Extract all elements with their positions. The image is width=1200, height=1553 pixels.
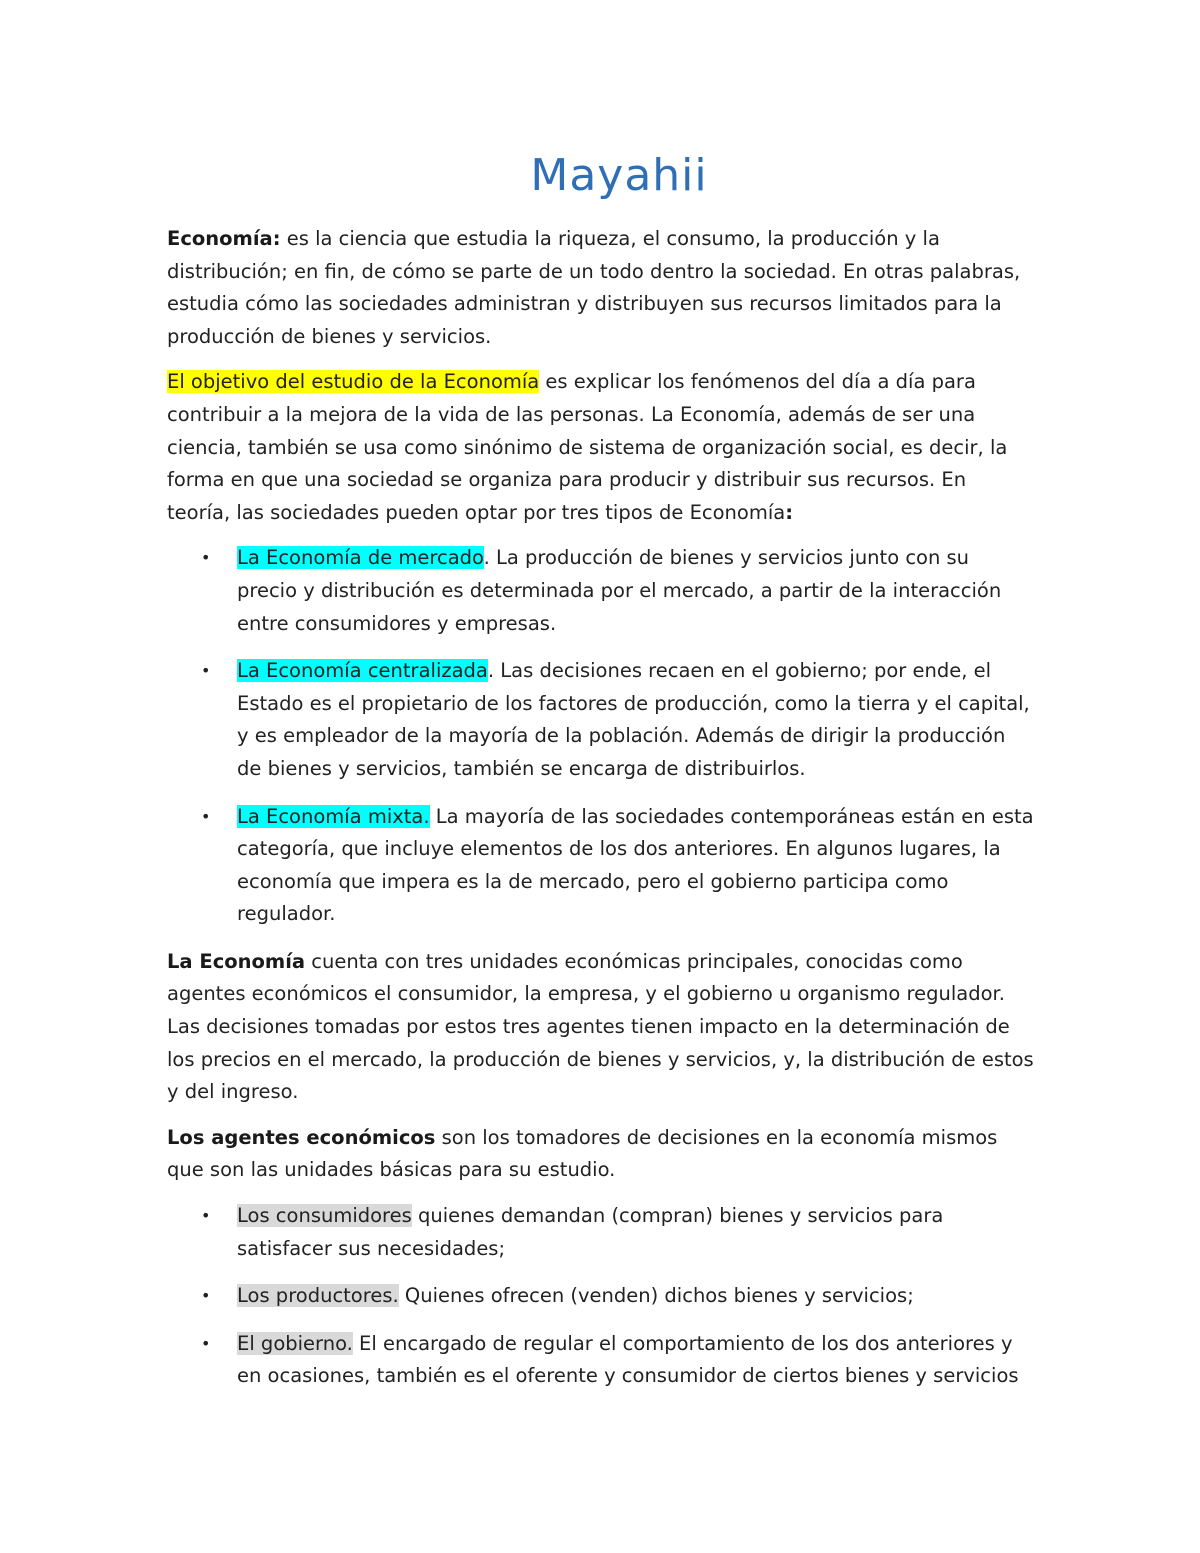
list-item (201, 655, 1035, 785)
list-item (201, 1280, 1035, 1313)
economia-definition-text: es la ciencia que estudia la riqueza, el consumo, la producción y la distribución; en fin, de cómo se parte de un todo dentro la sociedad. En otras palabras, estudia cómo las sociedades administran y distribuyen sus recursos limitados para la producción de bienes y servicios. (167, 227, 1021, 348)
bullet-icon: • (201, 1206, 211, 1226)
economia-term: Economía: (167, 227, 281, 250)
objetivo-highlight: El objetivo del estudio de la Economía (167, 370, 540, 394)
agent-text: El encargado de regular el comportamiento de los dos anteriores y en ocasiones, también es el oferente y consumidor de ciertos bienes y servicios (237, 1331, 1019, 1388)
list-item (201, 542, 1035, 640)
economy-type-term: La Economía de mercado (237, 546, 484, 570)
economia-definition-paragraph (167, 223, 1035, 353)
bullet-icon: • (201, 661, 211, 681)
agent-text: Quienes ofrecen (venden) dichos bienes y servicios; (398, 1284, 914, 1308)
economy-type-text: . La producción de bienes y servicios junto con su precio y distribución es determinada por el mercado, a partir de la interacción entre consumidores y empresas. (237, 546, 1002, 635)
list-item (201, 1200, 1035, 1265)
unidades-economicas-text: cuenta con tres unidades económicas principales, conocidas como agentes económicos el consumidor, la empresa, y el gobierno u organismo regulador. Las decisiones tomadas por estos tres agentes tienen impacto en la determinación de los precios en el mercado, la producción de bienes y servicios, y, la distribución de estos y del ingreso. (167, 949, 1034, 1104)
agents-list (167, 1200, 1035, 1393)
la-economia-term: La Economía (167, 949, 306, 973)
list-item (201, 1328, 1035, 1393)
agentes-economicos-term: Los agentes económicos (167, 1125, 436, 1149)
bullet-icon: • (201, 1286, 211, 1306)
economy-types-list (167, 542, 1035, 931)
economy-type-term: La Economía centralizada (237, 659, 488, 683)
agentes-economicos-text: son los tomadores de decisiones en la economía mismos que son las unidades básicas para su estudio. (167, 1125, 998, 1182)
agentes-economicos-paragraph (167, 1122, 1035, 1187)
agent-term: El gobierno. (237, 1331, 353, 1355)
economy-type-text: La mayoría de las sociedades contemporáneas están en esta categoría, que incluye elementos de los dos anteriores. En algunos lugares, la economía que impera es la de mercado, pero el gobierno participa como regulador. (237, 804, 1034, 926)
economy-type-term: La Economía mixta. (237, 804, 430, 828)
economy-type-text: . Las decisiones recaen en el gobierno; por ende, el Estado es el propietario de los factores de producción, como la tierra y el capital, y es empleador de la mayoría de la población. Además de dirigir la producción de bienes y servicios, también se encarga de distribuirlos. (237, 659, 1030, 780)
document-page (167, 145, 1035, 1408)
bullet-icon: • (201, 1333, 211, 1353)
bullet-icon: • (201, 806, 211, 826)
bullet-icon: • (201, 548, 211, 568)
agent-term: Los productores. (237, 1284, 399, 1308)
objetivo-text: es explicar los fenómenos del día a día para contribuir a la mejora de la vida de las personas. La Economía, además de ser una ciencia, también se usa como sinónimo de sistema de organización social, es decir, la forma en que una sociedad se organiza para producir y distribuir sus recursos. En teoría, las sociedades pueden optar por tres tipos de Economía (167, 370, 1008, 524)
agent-text: quienes demandan (compran) bienes y servicios para satisfacer sus necesidades; (237, 1204, 944, 1260)
objetivo-colon: : (785, 500, 794, 524)
list-item (201, 801, 1035, 931)
objetivo-paragraph (167, 366, 1035, 529)
unidades-economicas-paragraph (167, 946, 1035, 1109)
agent-term: Los consumidores (237, 1204, 412, 1228)
document-title: Mayahii (530, 150, 708, 201)
